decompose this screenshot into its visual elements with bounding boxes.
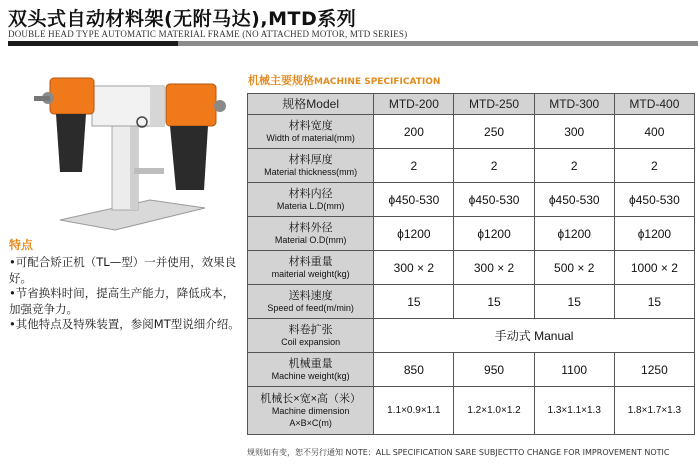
spec-heading-en: MACHINE SPECIFICATION bbox=[314, 77, 441, 87]
row-label-en: Speed of feed(m/min) bbox=[267, 302, 354, 313]
spec-heading-cn: 机械主要规格 bbox=[248, 74, 314, 87]
table-cell: 300 × 2 bbox=[454, 251, 534, 285]
table-cell: 1250 bbox=[614, 353, 694, 387]
table-cell: 2 bbox=[374, 149, 454, 183]
row-label bbox=[248, 353, 374, 387]
table-cell: 400 bbox=[614, 115, 694, 149]
table-cell: 1000 × 2 bbox=[614, 251, 694, 285]
feature-item: •节省换料时间，提高生产能力，降低成本，加强竞争力。 bbox=[9, 286, 235, 316]
title-divider-dark bbox=[8, 41, 178, 46]
table-cell: ϕ1200 bbox=[454, 217, 534, 251]
row-label-cn: 材料厚度 bbox=[288, 153, 333, 166]
table-cell: 850 bbox=[374, 353, 454, 387]
table-cell: ϕ450-530 bbox=[454, 183, 534, 217]
table-cell: 2 bbox=[614, 149, 694, 183]
row-label-cn: 材料宽度 bbox=[288, 119, 333, 132]
page-subtitle: DOUBLE HEAD TYPE AUTOMATIC MATERIAL FRAME (NO ATTACHED MOTOR, MTD SERIES) bbox=[8, 29, 408, 39]
table-row bbox=[248, 353, 695, 387]
table-row bbox=[248, 217, 695, 251]
model-col-header: MTD-250 bbox=[454, 94, 534, 115]
table-row bbox=[248, 387, 695, 435]
row-label-cn: 材料重量 bbox=[288, 255, 333, 268]
table-cell: 15 bbox=[454, 285, 534, 319]
row-label-cn: 料卷扩张 bbox=[288, 323, 333, 336]
row-label-cn: 机械长×宽×高（米） bbox=[260, 392, 362, 405]
table-cell: ϕ1200 bbox=[534, 217, 614, 251]
table-cell: 950 bbox=[454, 353, 534, 387]
footnote: 规则如有变，恕不另行通知 NOTE：ALL SPECIFICATION SARE SUBJECTTO CHANGE FOR IMPROVEMENT NOTIC bbox=[247, 448, 670, 457]
title-divider bbox=[8, 41, 698, 46]
table-row bbox=[248, 251, 695, 285]
model-col-header: MTD-400 bbox=[614, 94, 694, 115]
row-label-en: Material O.D(mm) bbox=[274, 234, 347, 245]
row-label bbox=[248, 387, 374, 435]
model-col-header: MTD-200 bbox=[374, 94, 454, 115]
header-model-label: 规格Model bbox=[248, 94, 374, 115]
feature-item: •其他特点及特殊装置，参阅MT型说细介绍。 bbox=[9, 317, 240, 332]
row-label-en: Machine dimension bbox=[271, 405, 350, 416]
row-label-en: Materia L.D(mm) bbox=[276, 200, 345, 211]
model-col-header: MTD-300 bbox=[534, 94, 614, 115]
table-cell: 15 bbox=[534, 285, 614, 319]
table-row bbox=[248, 183, 695, 217]
table-cell: 300 × 2 bbox=[374, 251, 454, 285]
table-cell: 300 bbox=[534, 115, 614, 149]
table-cell: ϕ450-530 bbox=[374, 183, 454, 217]
feature-item: •可配合矫正机（TL—型）一并使用，效果良好。 bbox=[9, 255, 237, 285]
features-list bbox=[9, 255, 241, 333]
row-label bbox=[248, 285, 374, 319]
row-label-en: Coil expansion bbox=[281, 336, 341, 347]
row-label-en: maiterial weight(kg) bbox=[271, 268, 350, 279]
row-label bbox=[248, 115, 374, 149]
merged-cell: 手动式 Manual bbox=[374, 319, 695, 353]
row-label bbox=[248, 149, 374, 183]
features-heading: 特点 bbox=[9, 238, 34, 252]
row-label bbox=[248, 319, 374, 353]
table-cell: 15 bbox=[614, 285, 694, 319]
table-row bbox=[248, 285, 695, 319]
left-reel bbox=[50, 78, 94, 114]
table-cell: 1.3×1.1×1.3 bbox=[534, 387, 614, 435]
page-title: 双头式自动材料架(无附马达),MTD系列 bbox=[8, 8, 357, 30]
table-header-row bbox=[248, 94, 695, 115]
row-label-cn: 材料内径 bbox=[288, 187, 333, 200]
table-cell: ϕ450-530 bbox=[614, 183, 694, 217]
table-cell: 1.2×1.0×1.2 bbox=[454, 387, 534, 435]
table-cell: 250 bbox=[454, 115, 534, 149]
table-cell: 1.1×0.9×1.1 bbox=[374, 387, 454, 435]
row-label bbox=[248, 183, 374, 217]
row-label-en: A×B×C(m) bbox=[289, 417, 332, 428]
row-label-cn: 机械重量 bbox=[288, 357, 333, 370]
row-label-cn: 材料外径 bbox=[288, 221, 333, 234]
table-row bbox=[248, 149, 695, 183]
table-row bbox=[248, 319, 695, 353]
spec-table bbox=[247, 93, 695, 435]
row-label-cn: 送料速度 bbox=[288, 289, 333, 302]
row-label-en: Machine weight(kg) bbox=[271, 370, 350, 381]
right-reel bbox=[166, 84, 216, 126]
table-cell: 2 bbox=[454, 149, 534, 183]
spec-heading bbox=[248, 72, 440, 88]
table-row bbox=[248, 115, 695, 149]
row-label bbox=[248, 251, 374, 285]
table-cell: 1100 bbox=[534, 353, 614, 387]
machine-photo bbox=[30, 72, 230, 232]
row-label-en: Width of material(mm) bbox=[266, 132, 355, 143]
table-cell: ϕ1200 bbox=[614, 217, 694, 251]
table-cell: 200 bbox=[374, 115, 454, 149]
table-cell: ϕ450-530 bbox=[534, 183, 614, 217]
table-cell: 500 × 2 bbox=[534, 251, 614, 285]
table-cell: 1.8×1.7×1.3 bbox=[614, 387, 694, 435]
row-label-en: Material thickness(mm) bbox=[264, 166, 358, 177]
table-cell: 2 bbox=[534, 149, 614, 183]
table-cell: 15 bbox=[374, 285, 454, 319]
row-label bbox=[248, 217, 374, 251]
table-cell: ϕ1200 bbox=[374, 217, 454, 251]
